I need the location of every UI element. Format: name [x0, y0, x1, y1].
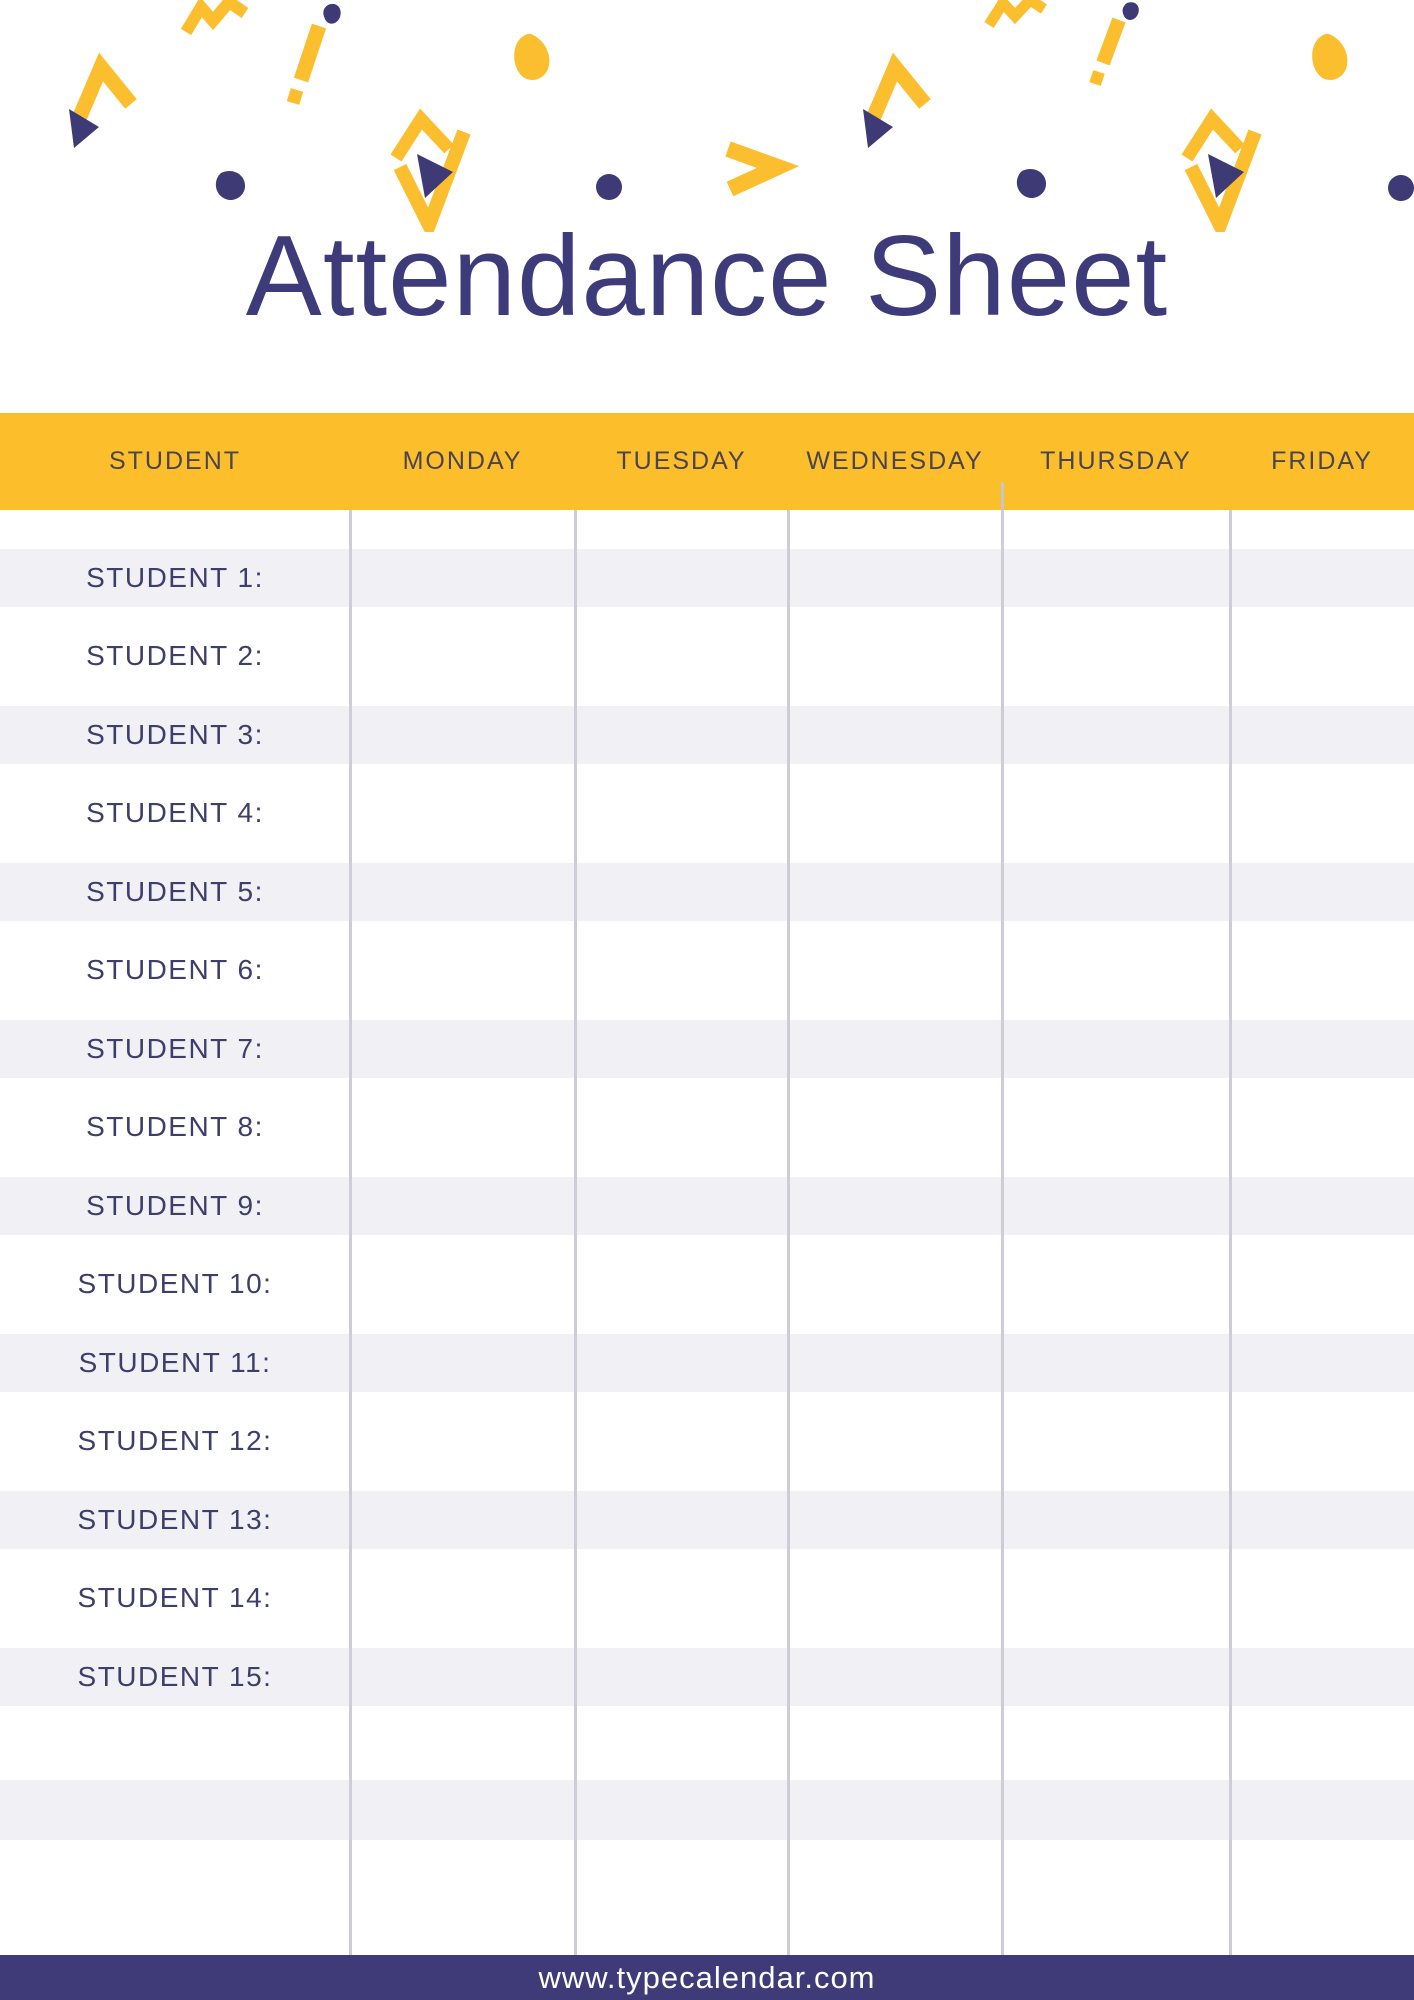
row-label-student-4: STUDENT 4: — [86, 797, 264, 828]
triangle-icon — [863, 109, 893, 148]
footer-url: www.typecalendar.com — [538, 1959, 876, 1995]
teardrop-icon — [1312, 34, 1347, 80]
comma-dot-icon — [323, 4, 340, 24]
confetti-decoration — [0, 0, 1414, 232]
row-label-student-8: STUDENT 8: — [86, 1111, 264, 1142]
row-label-student-9: STUDENT 9: — [86, 1190, 264, 1221]
table-header-band — [0, 413, 1414, 510]
footer-bar — [0, 1955, 1414, 2000]
column-header-monday: MONDAY — [402, 447, 523, 475]
arrow-right-chevron-icon — [728, 149, 778, 189]
w-squiggle-icon — [186, 2, 245, 32]
chevron-up-icon — [78, 67, 131, 121]
triangle-icon — [69, 109, 99, 148]
row-label-student-14: STUDENT 14: — [77, 1582, 273, 1613]
row-label-student-10: STUDENT 10: — [77, 1268, 273, 1299]
column-header-friday: FRIDAY — [1271, 447, 1373, 475]
column-divider — [574, 510, 577, 1955]
zigzag-m-icon — [396, 119, 464, 225]
w-squiggle-icon — [989, 0, 1044, 25]
page-title: Attendance Sheet — [245, 213, 1169, 340]
slash-stroke-icon — [1095, 20, 1119, 84]
row-stripe-empty — [0, 1780, 1414, 1840]
column-header-thursday: THURSDAY — [1040, 447, 1192, 475]
comma-dot-icon — [1123, 2, 1139, 20]
row-label-student-1: STUDENT 1: — [86, 562, 264, 593]
chevron-up-icon — [872, 67, 925, 121]
round-dot-icon — [1388, 175, 1414, 201]
column-divider — [1229, 510, 1232, 1955]
row-label-student-12: STUDENT 12: — [77, 1425, 273, 1456]
column-header-tuesday: TUESDAY — [616, 447, 747, 475]
row-label-student-13: STUDENT 13: — [77, 1504, 273, 1535]
row-label-student-3: STUDENT 3: — [86, 719, 264, 750]
teardrop-icon — [514, 34, 549, 80]
zigzag-m-icon — [1187, 119, 1255, 225]
slash-stroke-icon — [293, 26, 319, 103]
column-divider — [787, 510, 790, 1955]
round-dot-icon — [596, 174, 622, 200]
row-label-student-15: STUDENT 15: — [77, 1661, 273, 1692]
column-header-wednesday: WEDNESDAY — [806, 447, 984, 475]
row-label-student-2: STUDENT 2: — [86, 640, 264, 671]
column-divider — [1001, 510, 1004, 1955]
column-divider-extension — [1001, 482, 1004, 510]
row-label-student-11: STUDENT 11: — [78, 1347, 272, 1378]
row-label-student-7: STUDENT 7: — [86, 1033, 264, 1064]
row-label-student-6: STUDENT 6: — [86, 954, 264, 985]
row-label-student-5: STUDENT 5: — [86, 876, 264, 907]
half-moon-blob-icon — [1017, 169, 1046, 198]
half-moon-blob-icon — [216, 171, 245, 200]
column-header-student: STUDENT — [108, 447, 242, 475]
